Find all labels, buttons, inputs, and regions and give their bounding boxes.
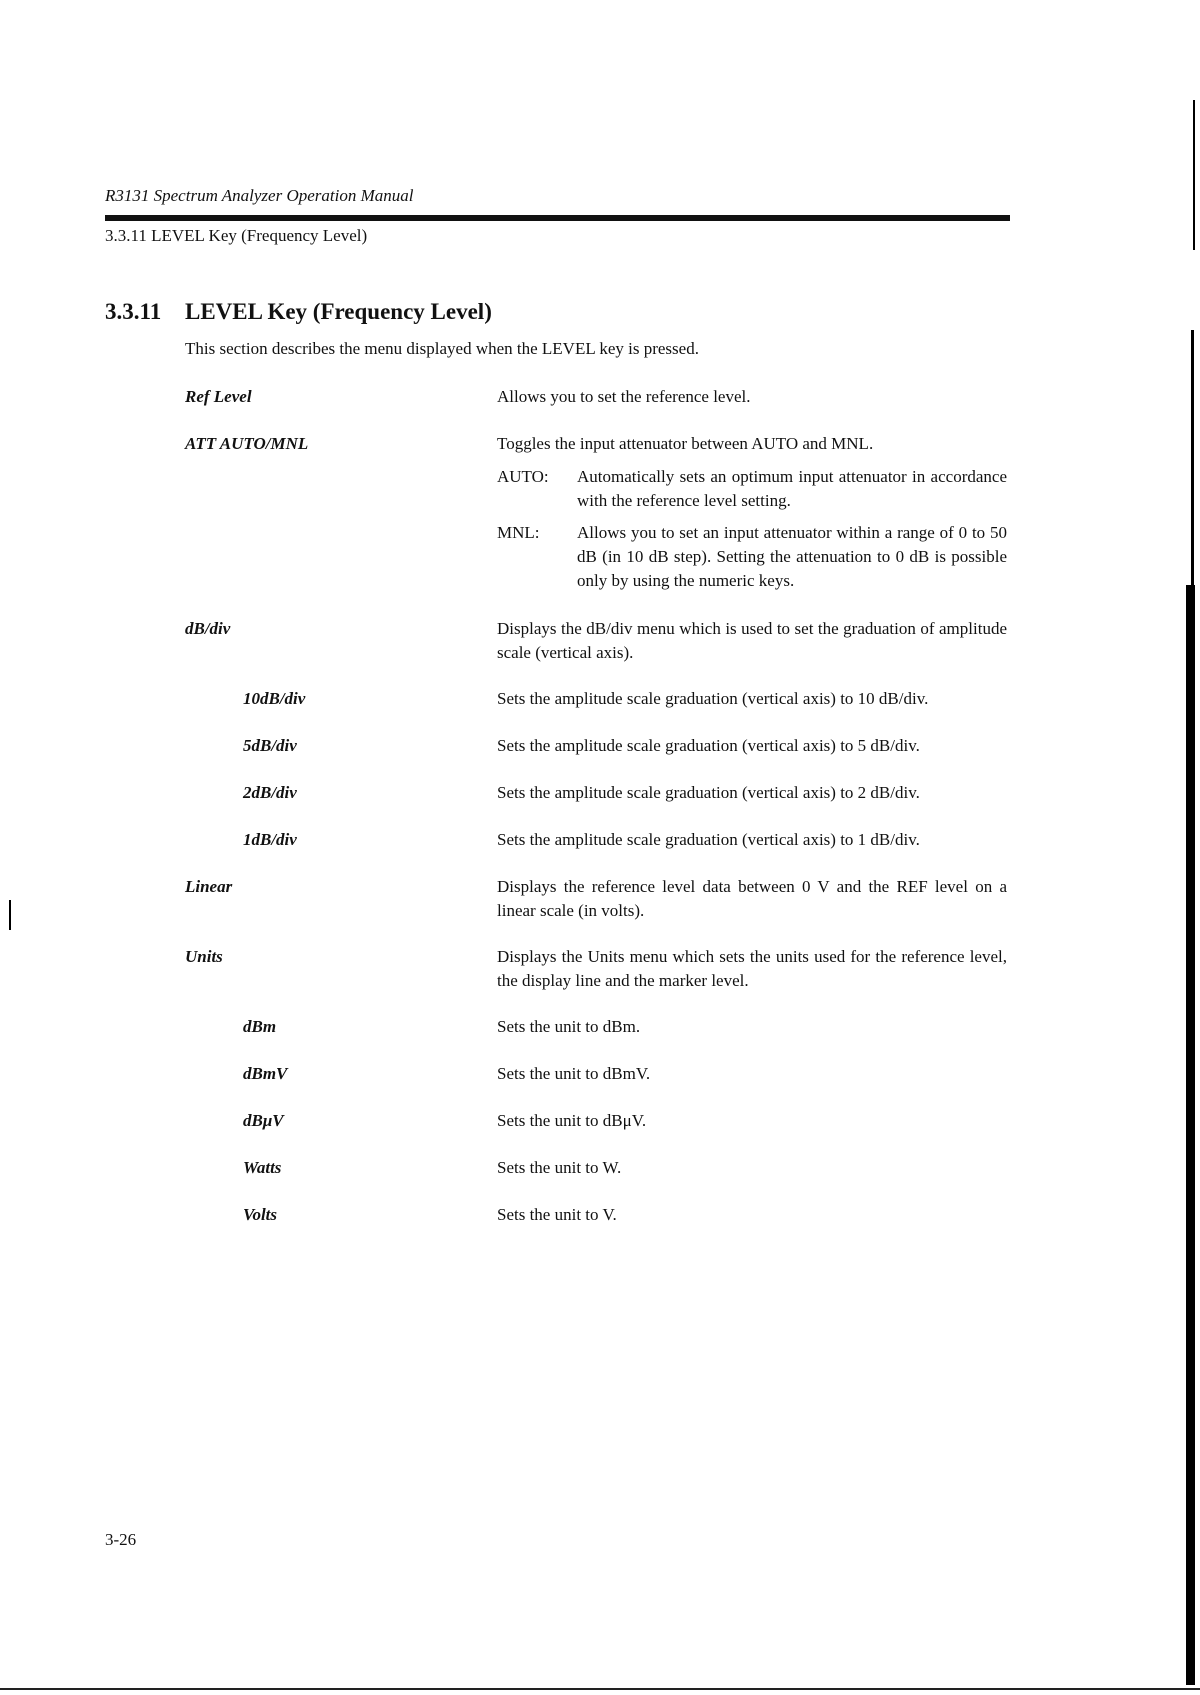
att-mnl-label: MNL: (497, 523, 540, 542)
att-mnl-desc: Allows you to set an input attenuator within a range of 0 to 50 dB (in 10 dB step). Setting the attenuation to 0 dB is possible only by using the numeric keys. (577, 523, 1007, 590)
desc-att-auto-mnl: Toggles the input attenuator between AUTO and MNL. (497, 434, 874, 453)
desc-ref-level: Allows you to set the reference level. (497, 387, 751, 406)
att-mnl-option (497, 521, 1007, 593)
page-number: 3-26 (105, 1530, 137, 1549)
scan-bottom-line (0, 1688, 1200, 1690)
desc-dbm: Sets the unit to dBm. (497, 1017, 641, 1036)
desc-volts: Sets the unit to V. (497, 1205, 617, 1224)
section-number: 3.3.11 (105, 299, 162, 324)
desc-2db-div: Sets the amplitude scale graduation (vertical axis) to 2 dB/div. (497, 783, 920, 802)
term-dbuv: dBμV (243, 1111, 284, 1130)
scan-edge-shadow-bottom (1186, 585, 1195, 1685)
desc-db-div: Displays the dB/div menu which is used to set the graduation of amplitude scale (vertical axis). (497, 619, 1007, 662)
desc-dbmv: Sets the unit to dBmV. (497, 1064, 651, 1083)
term-units: Units (185, 947, 223, 966)
running-subheader: 3.3.11 LEVEL Key (Frequency Level) (105, 226, 368, 245)
desc-5db-div: Sets the amplitude scale graduation (vertical axis) to 5 dB/div. (497, 736, 920, 755)
att-auto-label: AUTO: (497, 467, 549, 486)
scan-left-mark (9, 900, 11, 930)
desc-watts: Sets the unit to W. (497, 1158, 622, 1177)
att-auto-option (497, 465, 1007, 513)
section-title: LEVEL Key (Frequency Level) (185, 299, 492, 324)
term-att-auto-mnl: ATT AUTO/MNL (185, 434, 309, 453)
term-5db-div: 5dB/div (243, 736, 297, 755)
term-volts: Volts (243, 1205, 278, 1224)
desc-linear: Displays the reference level data between 0 V and the REF level on a linear scale (in volts). (497, 877, 1007, 920)
desc-dbuv: Sets the unit to dBμV. (497, 1111, 647, 1130)
term-2db-div: 2dB/div (243, 783, 297, 802)
term-db-div: dB/div (185, 619, 231, 638)
section-intro: This section describes the menu displayed when the LEVEL key is pressed. (185, 339, 699, 358)
desc-units: Displays the Units menu which sets the units used for the reference level, the display line and the marker level. (497, 947, 1007, 990)
scan-edge-shadow-top (1193, 100, 1195, 250)
header-rule (105, 215, 1010, 221)
scan-edge-shadow-mid (1191, 330, 1194, 590)
manual-title: R3131 Spectrum Analyzer Operation Manual (105, 186, 414, 205)
desc-1db-div: Sets the amplitude scale graduation (vertical axis) to 1 dB/div. (497, 830, 920, 849)
term-linear: Linear (185, 877, 233, 896)
term-dbmv: dBmV (243, 1064, 288, 1083)
desc-10db-div: Sets the amplitude scale graduation (vertical axis) to 10 dB/div. (497, 689, 929, 708)
term-ref-level: Ref Level (185, 387, 252, 406)
term-dbm: dBm (243, 1017, 277, 1036)
section-heading (105, 299, 492, 325)
term-10db-div: 10dB/div (243, 689, 306, 708)
term-1db-div: 1dB/div (243, 830, 297, 849)
att-auto-desc: Automatically sets an optimum input attenuator in accordance with the reference level setting. (577, 467, 1007, 510)
term-watts: Watts (243, 1158, 282, 1177)
